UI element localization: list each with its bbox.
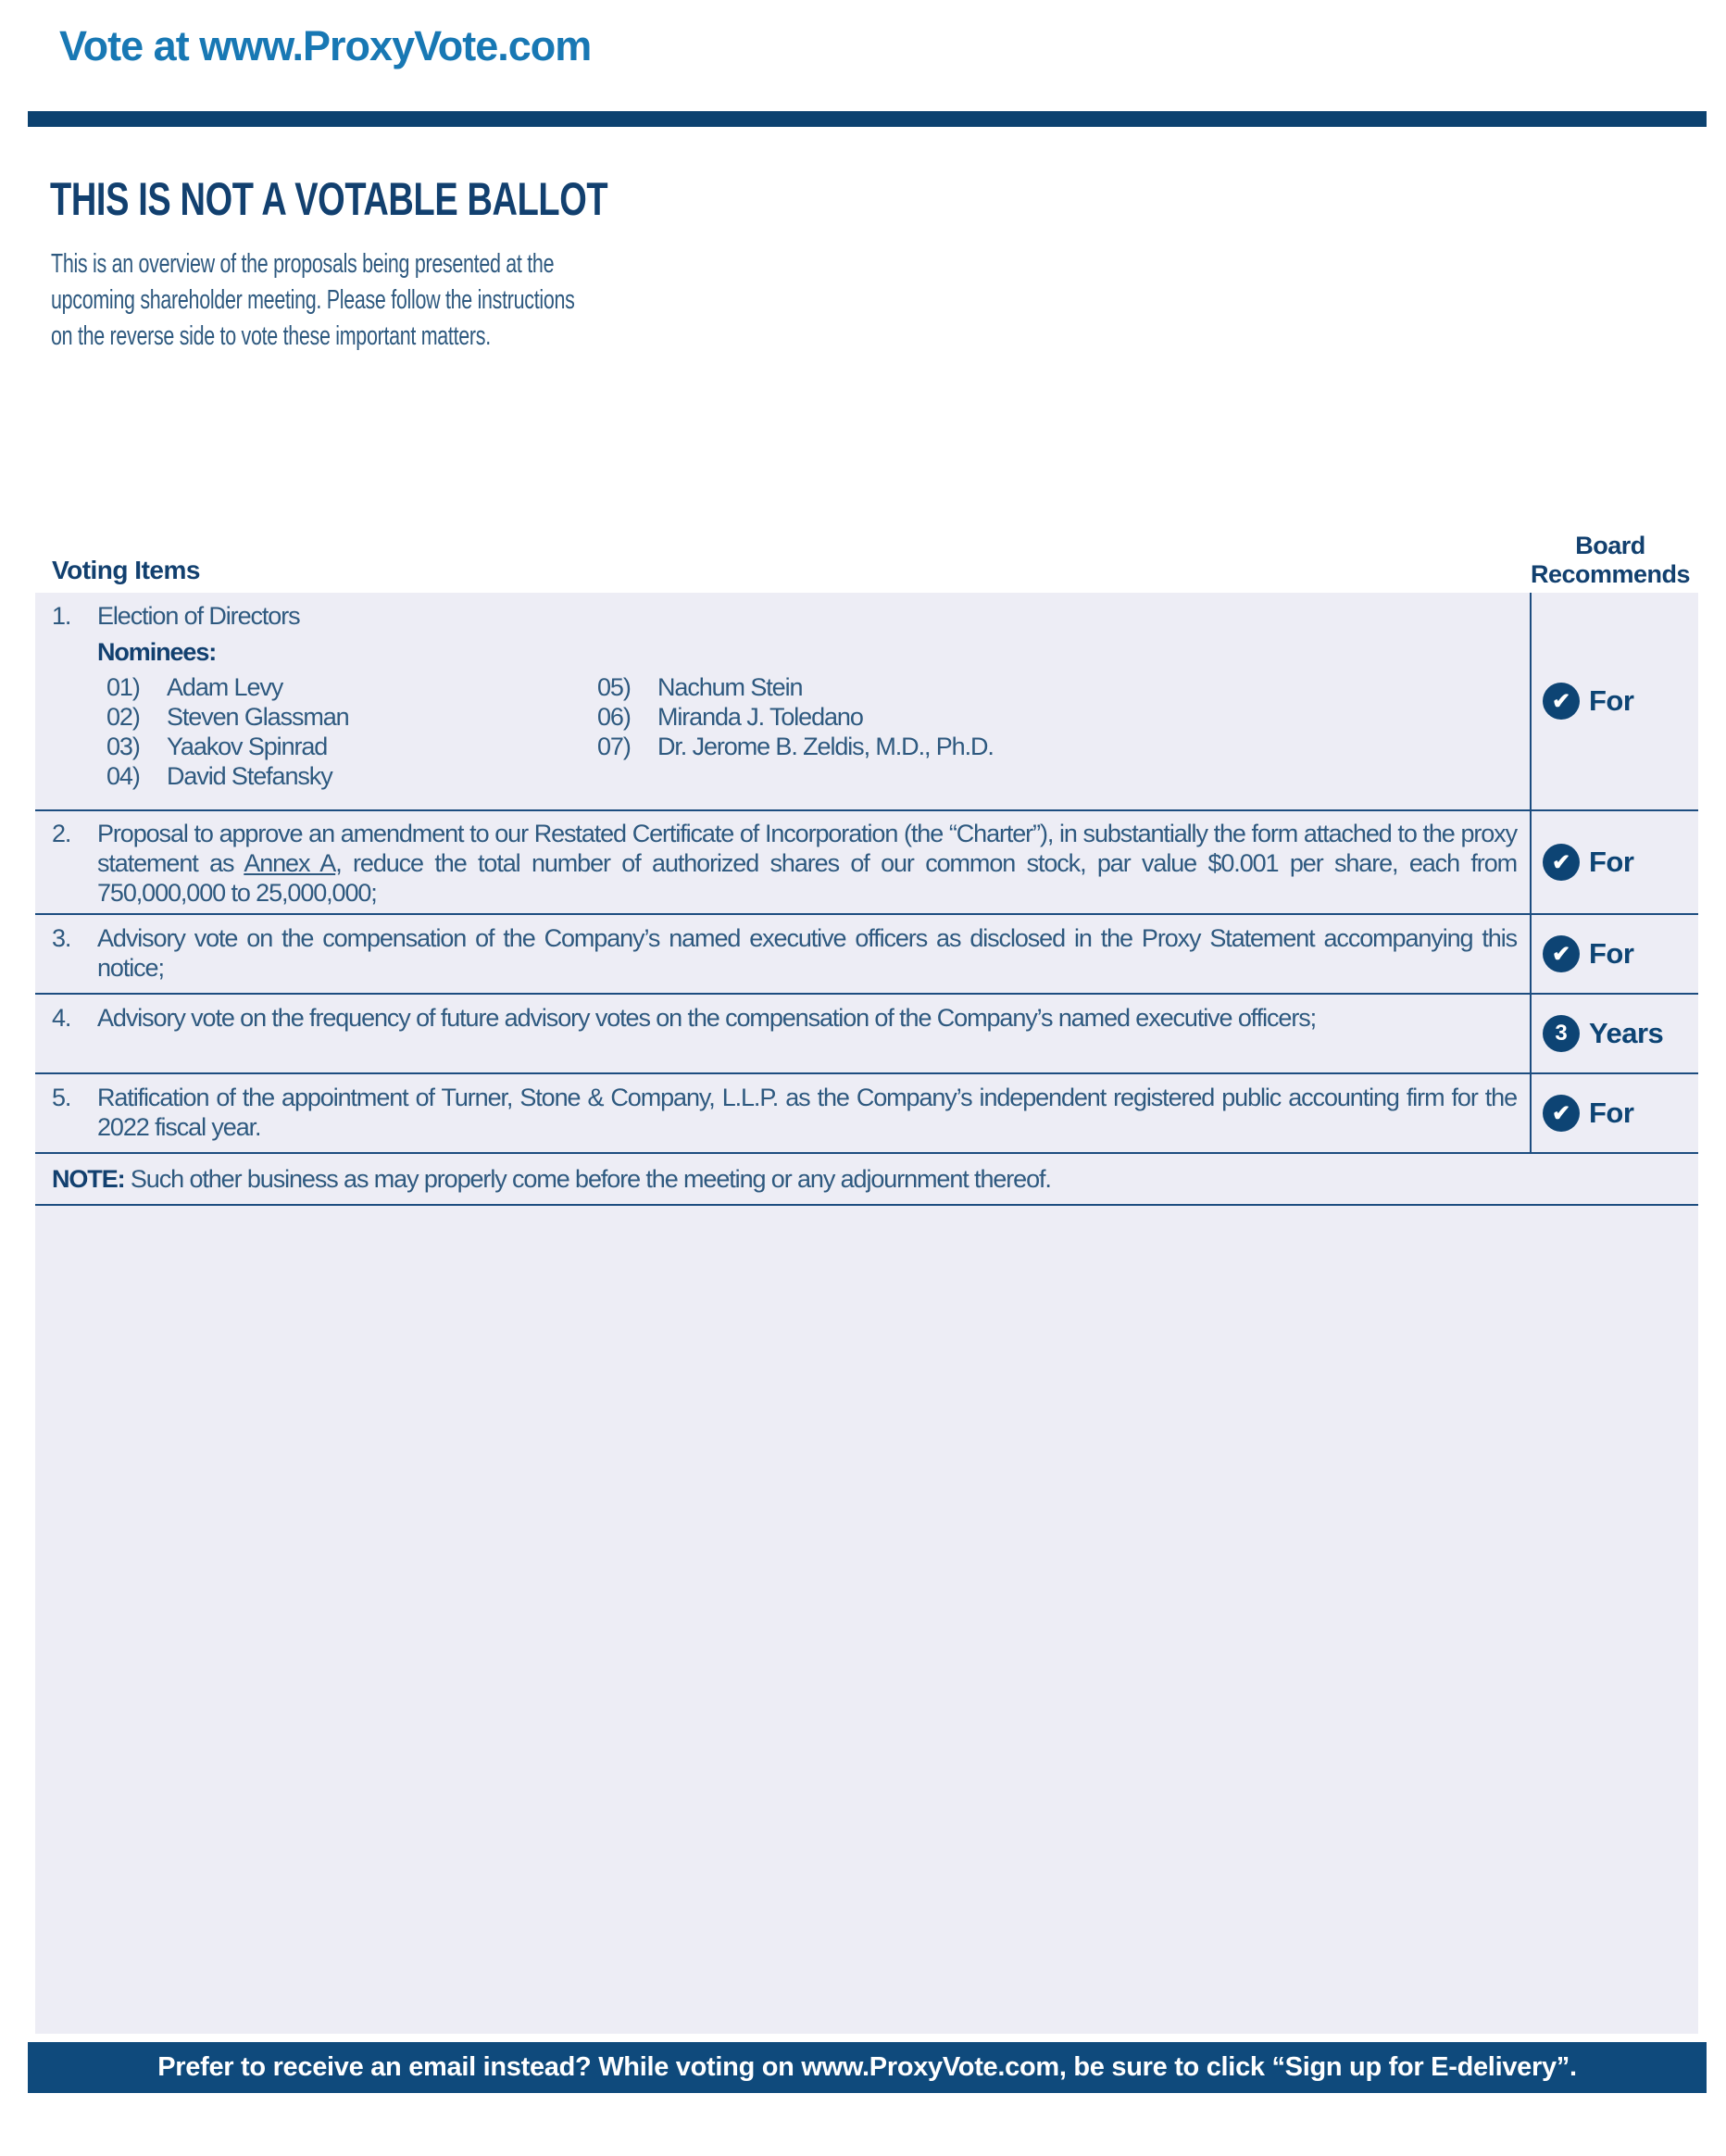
voting-item-4 [35, 995, 1530, 1072]
nominee-item [597, 702, 994, 732]
board-recommendation-cell [1530, 915, 1698, 993]
edelivery-banner [28, 2042, 1707, 2093]
recommend-label: For [1589, 846, 1634, 878]
recommend-label: For [1589, 684, 1634, 717]
nominee-name: Yaakov Spinrad [167, 733, 328, 760]
voting-item-3 [35, 915, 1530, 993]
recommend-label: For [1589, 1097, 1634, 1129]
top-divider-bar [28, 111, 1707, 127]
nominee-item [106, 732, 597, 761]
intro-text: This is an overview of the proposals being presented at the upcoming shareholder meeting. Please follow the instructions on the reverse side to vote these important matters. [51, 249, 575, 351]
nominee-name: Steven Glassman [167, 703, 349, 731]
nominee-number: 04) [106, 762, 140, 790]
board-recommends-line2: Recommends [1530, 560, 1691, 588]
proxyvote-url-link: Vote at www.ProxyVote.com [59, 22, 592, 69]
annex-a-underlined: Annex A [244, 849, 336, 877]
table-row-1 [35, 593, 1698, 811]
check-circle-icon: ✔ [1543, 844, 1580, 881]
item-number: 1. [52, 602, 71, 630]
check-circle-icon: ✔ [1543, 935, 1580, 972]
nominee-number: 06) [597, 703, 631, 731]
item-text: Advisory vote on the compensation of the Company’s named executive officers as disclosed in the Proxy Statement accompanying this notice; [97, 924, 1517, 982]
nominee-name: Nachum Stein [657, 673, 803, 701]
table-row-5 [35, 1074, 1698, 1154]
page-title: THIS IS NOT A VOTABLE BALLOT [50, 173, 608, 225]
table-row-2 [35, 811, 1698, 915]
note-label: NOTE: [52, 1165, 125, 1193]
nominee-item [106, 672, 597, 702]
edelivery-banner-text: Prefer to receive an email instead? While voting on www.ProxyVote.com, be sure to click “Sign up for E-delivery”. [157, 2052, 1577, 2082]
nominee-number: 05) [597, 673, 631, 701]
board-recommendation-cell [1530, 593, 1698, 809]
board-recommends-line1: Board [1575, 532, 1645, 559]
nominee-number: 07) [597, 733, 631, 760]
nominee-item [106, 761, 597, 791]
nominee-item [597, 732, 994, 761]
table-row-3 [35, 915, 1698, 995]
voting-items-header: Voting Items [52, 556, 200, 584]
voting-table [35, 593, 1698, 2034]
item-number: 3. [52, 924, 71, 952]
voting-item-1 [35, 593, 1530, 809]
board-recommendation-cell [1530, 811, 1698, 913]
nominee-number: 03) [106, 733, 140, 760]
item-text: Ratification of the appointment of Turner, Stone & Company, L.L.P. as the Company’s independent registered public accounting firm for the 2022 fiscal year. [97, 1084, 1517, 1141]
board-recommends-header [1517, 532, 1704, 589]
nominee-item [597, 672, 994, 702]
item-number: 4. [52, 1004, 71, 1032]
item-text: Proposal to approve an amendment to our Restated Certificate of Incorporation (the “Charter”), in substantially the form attached to the proxy statement as Annex A, reduce the total number of authorized shares of our common stock, par value $0.001 per share, each from 750,000,000 to 25,000,000; [97, 820, 1517, 907]
voting-item-5 [35, 1074, 1530, 1152]
nominee-item [106, 702, 597, 732]
nominee-number: 02) [106, 703, 140, 731]
three-circle-icon: 3 [1543, 1015, 1580, 1052]
nominee-name: David Stefansky [167, 762, 332, 790]
note-row [35, 1154, 1698, 1206]
item-number: 5. [52, 1084, 71, 1111]
table-row-4 [35, 995, 1698, 1074]
nominees-column-2 [597, 672, 994, 791]
voting-item-2 [35, 811, 1530, 913]
check-circle-icon: ✔ [1543, 1095, 1580, 1132]
nominee-name: Dr. Jerome B. Zeldis, M.D., Ph.D. [657, 733, 994, 760]
board-recommendation-cell [1530, 995, 1698, 1072]
nominees-list [106, 672, 1517, 791]
nominee-name: Miranda J. Toledano [657, 703, 863, 731]
board-recommendation-cell [1530, 1074, 1698, 1152]
empty-table-area [35, 1206, 1698, 2032]
recommend-label: Years [1589, 1017, 1664, 1049]
recommend-label: For [1589, 937, 1634, 970]
nominee-number: 01) [106, 673, 140, 701]
item-text: Advisory vote on the frequency of future advisory votes on the compensation of the Company’s named executive officers; [97, 1004, 1317, 1032]
nominee-name: Adam Levy [167, 673, 283, 701]
check-circle-icon: ✔ [1543, 683, 1580, 720]
item-number: 2. [52, 820, 71, 847]
nominees-label: Nominees: [97, 638, 217, 666]
nominees-column-1 [106, 672, 597, 791]
note-text: Such other business as may properly come before the meeting or any adjournment thereof. [124, 1165, 1051, 1193]
item-text: Election of Directors [97, 602, 300, 630]
